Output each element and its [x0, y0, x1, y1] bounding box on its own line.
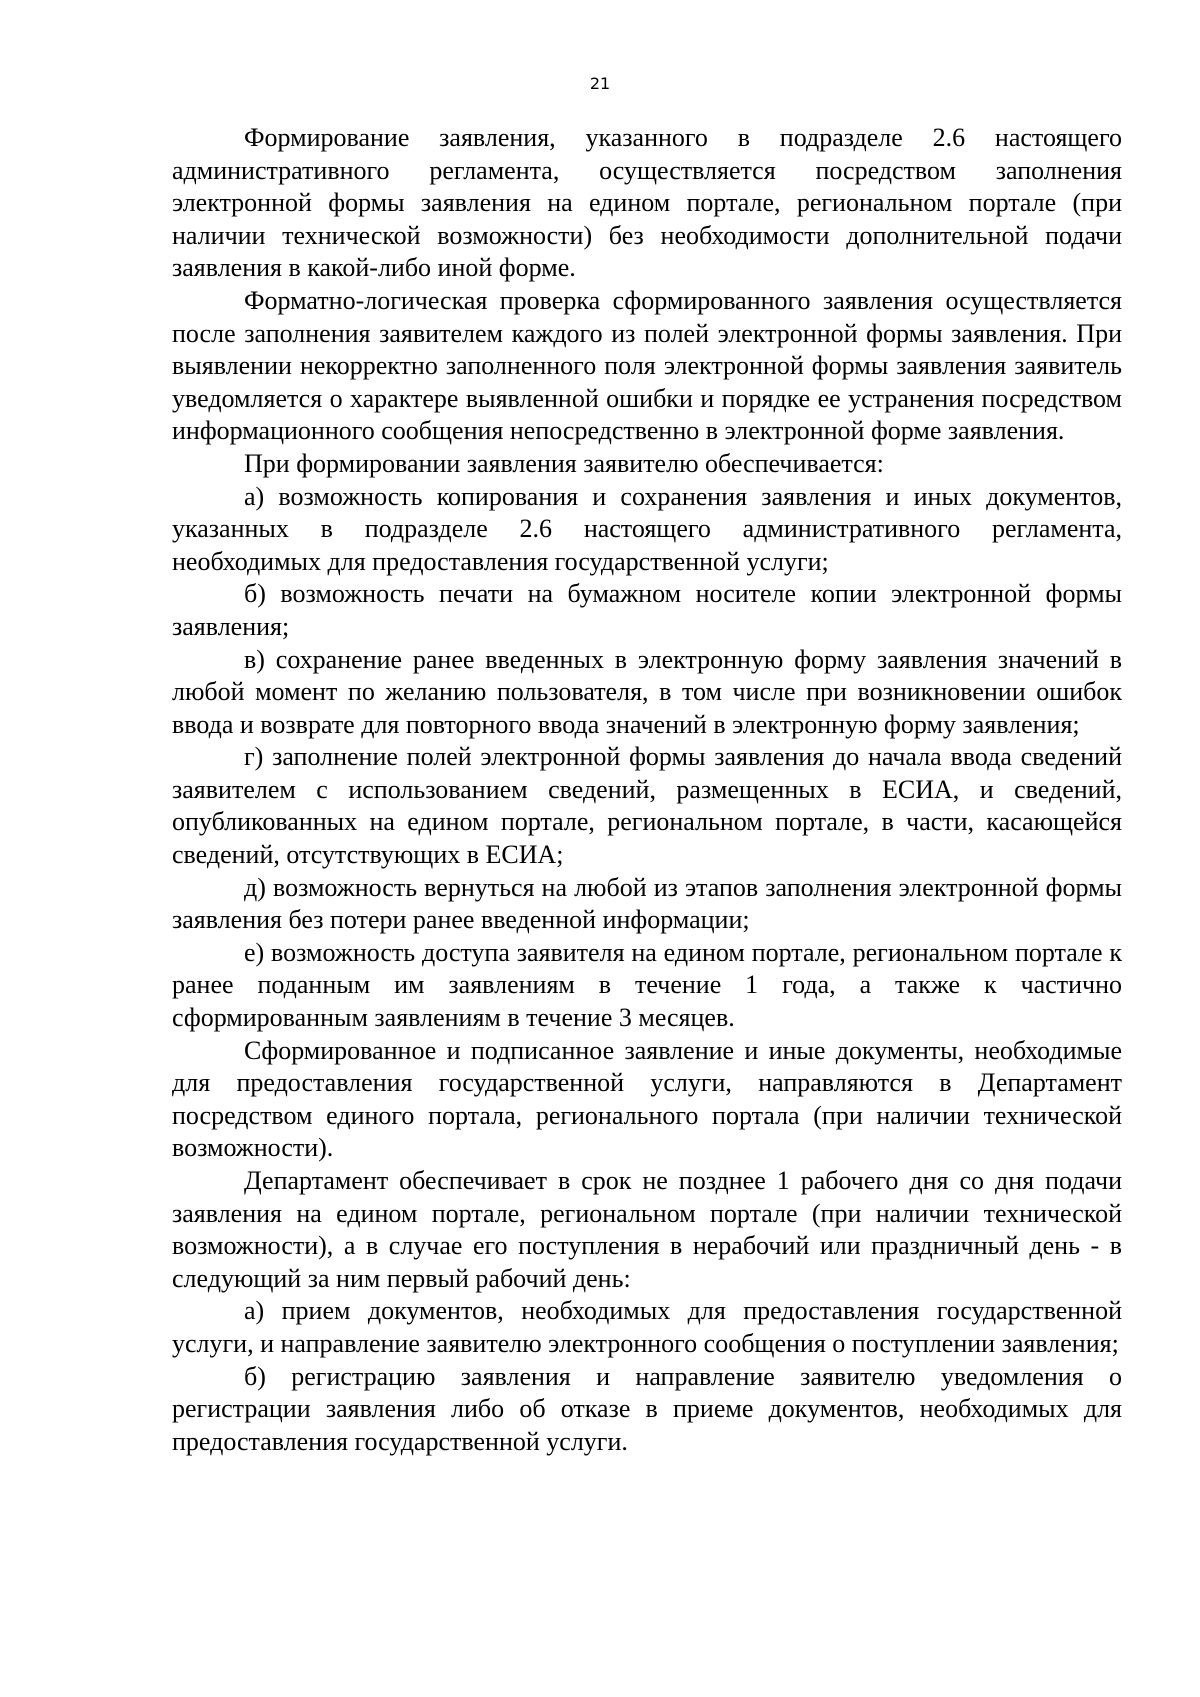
paragraph-department-duties: Департамент обеспечивает в срок не позднее 1 рабочего дня со дня подачи заявления на едином портале, региональном портале (при наличии технической возможности), а в случае его поступления в нерабочий или праздничный день - в следующий за ним первый рабочий день:: [172, 1166, 1122, 1293]
list-item-b: б) возможность печати на бумажном носителе копии электронной формы заявления;: [172, 579, 1122, 641]
list-item-v: в) сохранение ранее введенных в электронную форму заявления значений в любой момент по желанию пользователя, в том числе при возникновении ошибок ввода и возврате для повторного ввода значений в электронную форму заявления;: [172, 644, 1122, 739]
paragraph-format-check: Форматно-логическая проверка сформированного заявления осуществляется после заполнения заявителем каждого из полей электронной формы заявления. При выявлении некорректно заполненного поля электронной формы заявления заявитель уведомляется о характере выявленной ошибки и порядке ее устранения посредством информационного сообщения непосредственно в электронной форме заявления.: [172, 285, 1122, 446]
duty-item-a: а) прием документов, необходимых для предоставления государственной услуги, и направление заявителю электронного сообщения о поступлении заявления;: [172, 1296, 1122, 1358]
list-item-d: д) возможность вернуться на любой из этапов заполнения электронной формы заявления без потери ранее введенной информации;: [172, 872, 1122, 935]
list-item-a: а) возможность копирования и сохранения заявления и иных документов, указанных в подразделе 2.6 настоящего административного регламента, необходимых для предоставления государственной услуги;: [172, 481, 1122, 576]
list-item-g: г) заполнение полей электронной формы заявления до начала ввода сведений заявителем с использованием сведений, размещенных в ЕСИА, и сведений, опубликованных на едином портале, региональном портале, в части, касающейся сведений, отсутствующих в ЕСИА;: [172, 742, 1122, 870]
page-number: 21: [589, 74, 611, 93]
list-item-e: е) возможность доступа заявителя на едином портале, региональном портале к ранее поданным им заявлениям в течение 1 года, а также к частично сформированным заявлениям в течение 3 месяцев.: [172, 937, 1122, 1033]
document-body: [172, 122, 1122, 1458]
paragraph-form-filling: Формирование заявления, указанного в подразделе 2.6 настоящего административного регламента, осуществляется посредством заполнения электронной формы заявления на едином портале, региональном портале (при наличии технической возможности) без необходимости дополнительной подачи заявления в какой-либо иной форме.: [172, 123, 1122, 283]
paragraph-submission: Сформированное и подписанное заявление и иные документы, необходимые для предоставления государственной услуги, направляются в Департамент посредством единого портала, регионального портала (при наличии технической возможности).: [172, 1035, 1122, 1163]
duty-item-b: б) регистрацию заявления и направление заявителю уведомления о регистрации заявления либо об отказе в приеме документов, необходимых для предоставления государственной услуги.: [172, 1361, 1122, 1456]
paragraph-provisions-intro: При формировании заявления заявителю обеспечивается:: [244, 448, 884, 478]
